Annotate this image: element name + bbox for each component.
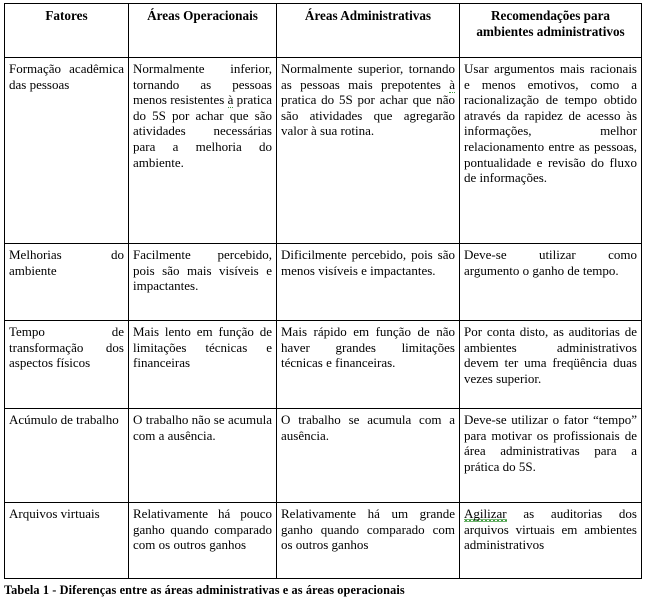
cell-recomendacoes xyxy=(460,503,642,579)
recomendacoes-text: Usar argumentos mais racionais e menos emotivos, como a racionalização de tempo obtido através da rapidez de acesso às informações, melhor relacionamento entre as pessoas, pontualidade e revisão do fluxo de informações. xyxy=(464,61,637,186)
factor-text: Tempo de transformação dos aspectos físicos xyxy=(9,324,124,371)
column-header-areas-operacionais: Áreas Operacionais xyxy=(129,4,277,58)
recomendacoes-text: Deve-se utilizar como argumento o ganho de tempo. xyxy=(464,247,637,278)
column-header-areas-administrativas: Áreas Administrativas xyxy=(277,4,460,58)
cell-recomendacoes xyxy=(460,409,642,503)
table-header xyxy=(5,4,642,58)
grammarcheck-marked-word: Agilizar xyxy=(464,506,507,521)
operacionais-text-pre: Normalmente inferior, tornando as pessoas menos resistentes xyxy=(133,61,272,108)
table-row xyxy=(5,244,642,321)
cell-areas-operacionais xyxy=(129,503,277,579)
recomendacoes-text: Deve-se utilizar o fator “tempo” para motivar os profissionais de área administrativas para a prática do 5S. xyxy=(464,412,637,474)
factor-text: Arquivos virtuais xyxy=(9,506,100,521)
cell-areas-operacionais xyxy=(129,409,277,503)
table-header-row xyxy=(5,4,642,58)
cell-areas-operacionais xyxy=(129,244,277,321)
cell-areas-administrativas xyxy=(277,503,460,579)
operacionais-text: Relativamente há pouco ganho quando comparado com os outros ganhos xyxy=(133,506,272,553)
cell-areas-administrativas xyxy=(277,321,460,409)
administrativas-text: Mais rápido em função de não haver grandes limitações técnicas e financeiras. xyxy=(281,324,455,371)
administrativas-text: O trabalho se acumula com a ausência. xyxy=(281,412,455,443)
operacionais-text: Facilmente percebido, pois são mais visíveis e impactantes. xyxy=(133,247,272,294)
cell-recomendacoes xyxy=(460,58,642,244)
spellcheck-marked-word: à xyxy=(227,92,234,108)
cell-factor xyxy=(5,244,129,321)
table-row xyxy=(5,503,642,579)
comparison-table xyxy=(4,3,642,579)
administrativas-text: Relativamente há um grande ganho quando comparado com os outros ganhos xyxy=(281,506,455,553)
cell-areas-operacionais xyxy=(129,58,277,244)
table-body xyxy=(5,58,642,579)
operacionais-text: O trabalho não se acumula com a ausência. xyxy=(133,412,272,443)
administrativas-text xyxy=(281,61,455,139)
cell-areas-administrativas xyxy=(277,409,460,503)
recomendacoes-text-post: as auditorias dos arquivos virtuais em ambientes administrativos xyxy=(464,506,637,553)
cell-factor xyxy=(5,58,129,244)
cell-areas-operacionais xyxy=(129,321,277,409)
operacionais-text: Mais lento em função de limitações técnicas e financeiras xyxy=(133,324,272,371)
table-caption: Tabela 1 - Diferenças entre as áreas administrativas e as áreas operacionais xyxy=(4,583,405,597)
table-row xyxy=(5,321,642,409)
spellcheck-marked-word: à xyxy=(449,76,455,92)
recomendacoes-text xyxy=(464,506,637,553)
cell-areas-administrativas xyxy=(277,244,460,321)
operacionais-text-post: pratica do 5S por achar que são atividades necessárias para a melhoria do ambiente. xyxy=(133,92,272,170)
cell-recomendacoes xyxy=(460,321,642,409)
factor-text: Formação acadêmica das pessoas xyxy=(9,61,124,92)
column-header-fatores: Fatores xyxy=(5,4,129,58)
cell-factor xyxy=(5,409,129,503)
operacionais-text xyxy=(133,61,272,170)
administrativas-text: Dificilmente percebido, pois são menos visíveis e impactantes. xyxy=(281,247,455,278)
column-header-recomendacoes: Recomendações para ambientes administrativos xyxy=(460,4,642,58)
table-row xyxy=(5,409,642,503)
cell-areas-administrativas xyxy=(277,58,460,244)
table-row xyxy=(5,58,642,244)
cell-recomendacoes xyxy=(460,244,642,321)
factor-text: Melhorias do ambiente xyxy=(9,247,124,278)
recomendacoes-text: Por conta disto, as auditorias de ambientes administrativos devem ter uma freqüência duas vezes superior. xyxy=(464,324,637,386)
cell-factor xyxy=(5,321,129,409)
factor-text: Acúmulo de trabalho xyxy=(9,412,119,427)
administrativas-text-pre: Normalmente superior, tornando as pessoas mais prepotentes xyxy=(281,61,455,92)
cell-factor xyxy=(5,503,129,579)
administrativas-text-post: pratica do 5S por achar que não são atividades que agregarão valor à sua rotina. xyxy=(281,92,455,139)
